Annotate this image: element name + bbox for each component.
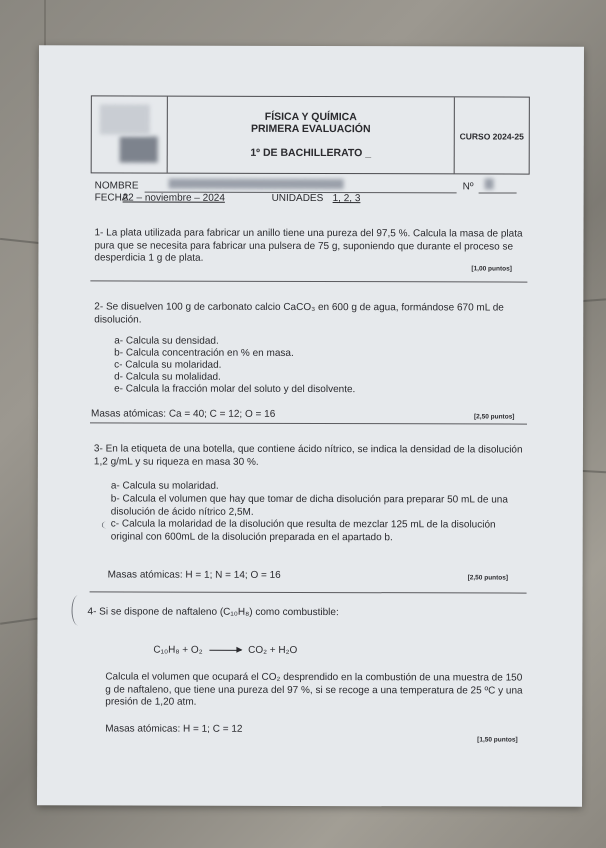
course-cell [454,97,529,173]
reaction-reactants: C₁₀H₈ + O₂ [153,644,203,656]
divider-1 [90,280,527,282]
pencil-mark-q4 [71,595,84,625]
question-2-text: 2- Se disuelven 100 g de carbonato calcio CaCO₃ en 600 g de agua, formándose 670 mL de disolución. [94,301,504,326]
number-label: Nº [462,181,474,193]
question-2-masses: Masas atómicas: Ca = 40; C = 12; O = 16 [91,408,276,420]
question-3-points: [2,50 puntos] [467,574,509,582]
course-label: CURSO 2024-25 [459,131,524,142]
units-label: UNIDADES [271,192,324,205]
question-3-text: 3- En la etiqueta de una botella, que contiene ácido nítrico, se indica la densidad de la disolución 1,2 g/mL y su riqueza en masa 30 %. [93,443,523,468]
pencil-mark-c [102,521,111,528]
question-2-item-e: e- Calcula la fracción molar del soluto y del disolvente. [114,383,356,396]
question-4-body: Calcula el volumen que ocupará el CO₂ desprendido en la combustión de una muestra de 150 g de naftaleno, que tiene una pureza del 97 %, si se recoge a una temperatura de 25 ºC y una presión de 1,20 atm. [105,671,523,708]
question-2-item-d: d- Calcula su molalidad. [114,371,221,383]
units-value: 1, 2, 3 [332,193,361,205]
reaction-equation [153,645,297,656]
redacted-number [485,178,494,189]
question-4-points: [1,50 puntos] [477,736,518,744]
name-label: NOMBRE [94,180,139,192]
reaction-products: CO₂ + H₂O [248,644,298,656]
redacted-logo-area [100,104,150,134]
question-2-item-a: a- Calcula su densidad. [114,335,219,347]
level-title: 1º DE BACHILLERATO _ [250,146,372,160]
subject-title: FÍSICA Y QUÍMICA [264,110,357,124]
question-4-masses: Masas atómicas: H = 1; C = 12 [105,723,243,735]
logo-cell [92,96,168,172]
question-1-points: [1,00 puntos] [471,265,512,273]
question-4-text: 4- Si se dispone de naftaleno (C₁₀H₈) como combustible: [87,606,339,619]
evaluation-title: PRIMERA EVALUACIÓN [250,122,371,136]
question-2-item-b: b- Calcula concentración en % en masa. [114,347,294,359]
question-3-item-b: b- Calcula el volumen que hay que tomar de dicha disolución para preparar 50 mL de una disolución de ácido nítrico 2,5M. [110,493,508,518]
school-logo [120,136,158,162]
question-3-masses: Masas atómicas: H = 1; N = 14; O = 16 [107,569,281,581]
date-value: 22 – noviembre – 2024 [122,192,225,204]
question-2-points: [2,50 puntos] [474,413,515,421]
date-label: FECHA [94,192,129,204]
divider-3 [90,591,527,593]
question-3-item-a: a- Calcula su molaridad. [110,480,219,492]
reaction-arrow-icon [209,650,241,651]
question-2-item-c: c- Calcula su molaridad. [114,359,222,371]
question-3-item-c: c- Calcula la molaridad de la disolución que resulta de mezclar 125 mL de la disolución original con 600mL de la disolución preparada en el apartado b. [110,518,496,543]
question-1-text: 1- La plata utilizada para fabricar un anillo tiene una pureza del 97,5 %. Calcula la masa de plata pura que se necesita para fabricar una pulsera de 75 g, suponiendo que durante el proceso se desperdicia 1 g de plata. [94,227,523,264]
redacted-name [169,179,344,189]
header-box [91,95,530,174]
divider-2 [90,422,527,424]
number-line [479,192,517,193]
exam-sheet [37,45,584,806]
